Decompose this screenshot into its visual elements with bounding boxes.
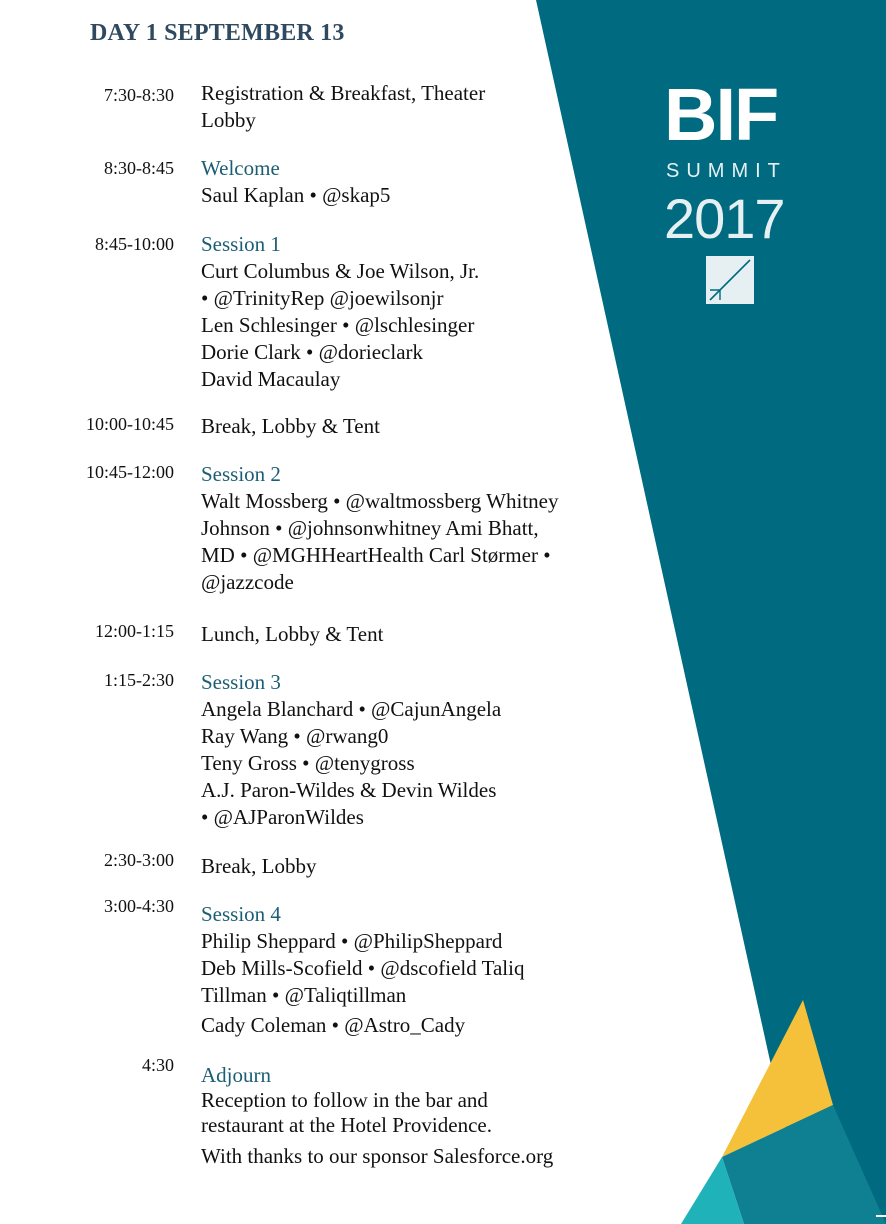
entry-line: Ray Wang • @rwang0 — [201, 724, 389, 748]
time-slot: 8:30-8:45 — [104, 158, 174, 178]
entry-line: Johnson • @johnsonwhitney Ami Bhatt, — [201, 516, 539, 540]
session-heading: Session 1 — [201, 232, 281, 256]
time-slot: 10:00-10:45 — [86, 414, 174, 434]
entry-line: • @AJParonWildes — [201, 805, 364, 829]
schedule-entry — [201, 155, 621, 209]
schedule-entry — [201, 413, 621, 440]
schedule-entry — [201, 80, 621, 134]
entry-line: With thanks to our sponsor Salesforce.org — [201, 1144, 554, 1168]
entry-line: Saul Kaplan • @skap5 — [201, 183, 391, 207]
schedule-entry — [201, 1063, 621, 1169]
entry-line: A.J. Paron-Wildes & Devin Wildes — [201, 778, 497, 802]
entry-line: Cady Coleman • @Astro_Cady — [201, 1013, 466, 1037]
entry-line: • @TrinityRep @joewilsonjr — [201, 286, 444, 310]
session-heading: Session 3 — [201, 670, 281, 694]
entry-line: Tillman • @Taliqtillman — [201, 983, 407, 1007]
schedule-entry — [201, 231, 621, 393]
time-slot: 10:45-12:00 — [86, 462, 174, 482]
logo-square-icon — [706, 256, 754, 304]
session-heading: Welcome — [201, 156, 280, 180]
entry-line: Curt Columbus & Joe Wilson, Jr. — [201, 259, 480, 283]
session-heading: Session 4 — [201, 902, 281, 926]
entry-line: MD • @MGHHeartHealth Carl Størmer • — [201, 543, 551, 567]
entry-line: restaurant at the Hotel Providence. — [201, 1113, 492, 1137]
entry-line: Philip Sheppard • @PhilipSheppard — [201, 929, 503, 953]
logo-summit-text: SUMMIT — [666, 160, 787, 182]
entry-line: Reception to follow in the bar and — [201, 1088, 488, 1112]
time-slot: 4:30 — [141, 1055, 174, 1075]
entry-line: Lobby — [201, 108, 256, 132]
time-slot: 1:15-2:30 — [104, 670, 174, 690]
entry-line: Break, Lobby & Tent — [201, 414, 380, 438]
time-slot: 12:00-1:15 — [95, 621, 174, 641]
entry-line: Dorie Clark • @dorieclark — [201, 340, 424, 364]
entry-line: David Macaulay — [201, 367, 341, 391]
time-slot: 7:30-8:30 — [104, 85, 174, 105]
session-heading: Session 2 — [201, 462, 281, 486]
schedule-entry — [201, 853, 621, 880]
logo-year-text: 2017 — [664, 187, 785, 250]
logo-bif-text: BIF — [664, 73, 778, 156]
entry-line: Deb Mills-Scofield • @dscofield Taliq — [201, 956, 525, 980]
entry-line: Walt Mossberg • @waltmossberg Whitney — [201, 489, 559, 513]
entry-line: Len Schlesinger • @lschlesinger — [201, 313, 475, 337]
schedule-entry — [201, 901, 621, 1039]
session-heading: Adjourn — [201, 1063, 271, 1087]
entry-line: Break, Lobby — [201, 854, 317, 878]
entry-line: Lunch, Lobby & Tent — [201, 622, 384, 646]
schedule-entry — [201, 621, 621, 648]
entry-line: Registration & Breakfast, Theater — [201, 81, 486, 105]
schedule-entry — [201, 461, 621, 596]
time-slot: 3:00-4:30 — [104, 896, 174, 916]
time-slot: 2:30-3:00 — [104, 850, 174, 870]
entry-line: Teny Gross • @tenygross — [201, 751, 415, 775]
page-title: DAY 1 SEPTEMBER 13 — [90, 20, 345, 46]
time-slot: 8:45-10:00 — [95, 234, 174, 254]
schedule-entry — [201, 669, 621, 831]
entry-line: Angela Blanchard • @CajunAngela — [201, 697, 502, 721]
entry-line: @jazzcode — [201, 570, 294, 594]
